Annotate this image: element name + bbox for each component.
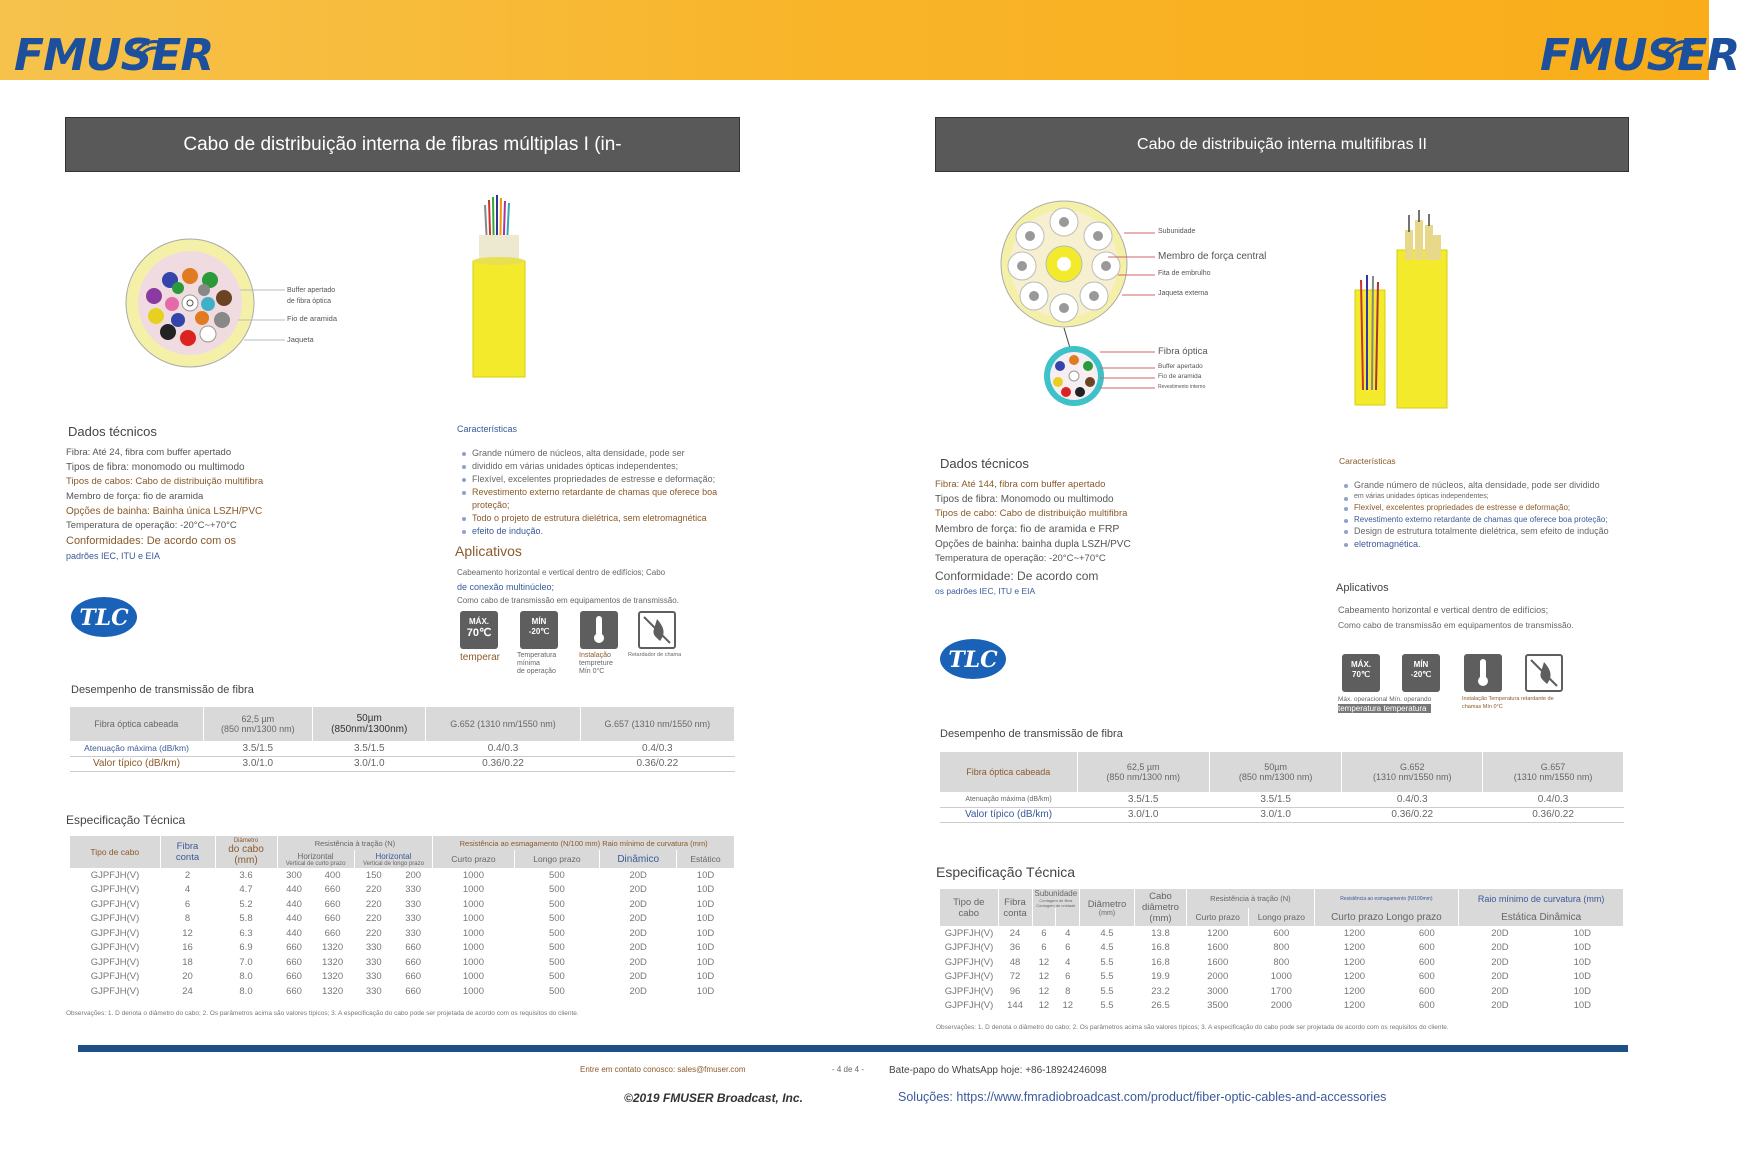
table-cell: 5.5 [1100, 985, 1114, 997]
table-cell: 1000 [462, 884, 484, 896]
max-temp-icon: MÁX. 70℃ [1342, 654, 1380, 692]
table-cell: 1600 [1207, 942, 1229, 954]
table-cell: 20D [1491, 1000, 1509, 1012]
table-cell: 3.6 [239, 869, 253, 881]
table-cell: GJPFJH(V) [944, 1000, 994, 1012]
label-wrap-tape: Fita de embrulho [1158, 270, 1211, 277]
table-cell: 600 [1418, 956, 1435, 968]
table-cell: 6 [1041, 942, 1047, 954]
table-cell: 10D [696, 956, 715, 968]
label-tight-buffer: Buffer apertado [287, 287, 336, 294]
label-optical-fiber: Fibra óptica [1158, 346, 1208, 357]
table-cell: 500 [548, 971, 565, 983]
table-cell: 96 [1009, 985, 1021, 997]
table-cell: 16.8 [1151, 942, 1170, 954]
table-cell: 26.5 [1151, 1000, 1170, 1012]
table-cell: 4.7 [239, 884, 253, 896]
left-spec-heading: Especificação Técnica [66, 813, 186, 827]
table-cell: 1320 [321, 942, 344, 954]
table-cell: 440 [286, 927, 302, 939]
table-cell: 1200 [1343, 956, 1366, 968]
left-perf-heading: Desempenho de transmissão de fibra [71, 684, 254, 696]
tlc-logo [939, 637, 1007, 681]
table-cell: 20D [1491, 956, 1509, 968]
icon-caption-install: Instalação Temperatura retardante de chamas Mín 0°C [1462, 696, 1554, 710]
right-features-list: Grande número de núcleos, alta densidade, pode ser dividido em várias unidades ópticas independentes; Flexível, excelentes propriedades de estresse e deformação; Revestimento externo retardante de chamas que oferece boa proteção; Design de estrutura totalmente dielétrica, sem efeito de indução eletromagnética. [1342, 479, 1632, 551]
table-cell: 10D [1573, 1000, 1591, 1012]
icon-caption-min: Temperatura mínima de operação [517, 652, 557, 675]
table-cell: 72 [1009, 971, 1021, 983]
table-cell: 10D [1573, 956, 1591, 968]
header-banner [0, 0, 1709, 80]
right-notes: Observações: 1. D denota o diâmetro do cabo; 2. Os parâmetros acima são valores típicos; 3. A especificação do cabo pode ser projetada de acordo com os requisitos do cliente. [936, 1024, 1449, 1031]
table-cell: 20D [629, 869, 647, 881]
icon-caption-flame: Retardador de chama [628, 652, 682, 658]
table-cell: 10D [1573, 927, 1591, 939]
table-row [940, 984, 1624, 999]
table-row [70, 970, 735, 985]
tlc-logo [70, 595, 138, 639]
label-subunit: Subunidade [1158, 228, 1196, 235]
left-page-title: Cabo de distribuição interna de fibras múltiplas I (in- [65, 117, 740, 172]
table-cell: 2000 [1207, 971, 1229, 983]
min-temp-icon: MÍN -20℃ [520, 611, 558, 649]
table-cell: 12 [1038, 956, 1050, 968]
table-cell: 600 [1418, 1000, 1435, 1012]
table-cell: 2000 [1270, 1000, 1292, 1012]
table-cell: 330 [405, 927, 422, 939]
table-cell: 5.8 [239, 913, 253, 925]
svg-text:TLC: TLC [948, 647, 998, 673]
table-cell: 4.5 [1100, 927, 1114, 939]
logo-arc-icon [130, 34, 170, 58]
table-cell: 4 [184, 884, 191, 896]
table-cell: 660 [405, 942, 422, 954]
table-row [940, 926, 1624, 941]
table-cell: GJPFJH(V) [90, 971, 140, 983]
table-cell: 19.9 [1151, 971, 1170, 983]
label-aramid: Fio de aramida [287, 314, 338, 323]
table-row [70, 883, 735, 898]
table-row [940, 955, 1624, 970]
table-cell: GJPFJH(V) [90, 869, 140, 881]
table-cell: 1200 [1207, 927, 1229, 939]
label-optical-fiber: de fibra óptica [287, 298, 331, 305]
table-cell: 2 [184, 869, 191, 881]
table-cell: 6.3 [239, 927, 253, 939]
table-cell: 20D [1491, 971, 1509, 983]
left-tech-data: Fibra: Até 24, fibra com buffer apertado Tipos de fibra: monomodo ou multimodo Tipos de cabos: Cabo de distribuição multifibra Membro de força: fio de aramida Opções de bainha: Bainha única LSZH/PVC Temperatura de operação: -20°C~+70°C Conformidades: De acordo com os padrões IEC, ITU e EIA [66, 447, 264, 561]
table-row [940, 941, 1624, 956]
icon-caption-max: temperar [460, 652, 501, 663]
footer-rule [78, 1045, 1628, 1052]
table-cell: 1700 [1270, 985, 1292, 997]
table-row [70, 941, 735, 956]
table-cell: GJPFJH(V) [90, 884, 140, 896]
thermometer-icon [1464, 654, 1502, 692]
table-cell: 660 [324, 898, 341, 910]
table-cell: 600 [1418, 985, 1435, 997]
table-cell: 1000 [462, 927, 484, 939]
table-cell: 600 [1273, 927, 1290, 939]
table-cell: 16 [182, 942, 193, 954]
table-cell: 4 [1065, 956, 1071, 968]
table-cell: GJPFJH(V) [944, 927, 994, 939]
table-cell: 6 [184, 898, 191, 910]
table-cell: 600 [1418, 927, 1435, 939]
table-cell: 20D [629, 884, 647, 896]
footer-page-number: - 4 de 4 - [832, 1065, 865, 1074]
left-features-list: Grande número de núcleos, alta densidade, pode ser dividido em várias unidades ópticas independentes; Flexível, excelentes propriedades de estresse e deformação; Revestimento externo retardante de chamas que oferece boa proteção; Todo o projeto de estrutura dielétrica, sem eletromagnética efeito de indução. [460, 447, 745, 538]
table-cell: 10D [696, 869, 715, 881]
table-cell: 1000 [462, 942, 484, 954]
label-tight-buffer: Buffer apertado [1158, 363, 1203, 370]
right-spec-table: Tipo de cabo Fibra conta Subunidade Contagem de fibra Contagem de unidade Diâmetro (mm) Cabo diâmetro (mm) Resistência à tração (N) Resistência ao esmagamento (N/100mm) Raio mínimo de curvatura (mm) Curto prazo Longo prazo Curto prazo Longo prazo Estática Dinâmica GJPFJH(V) 24 6 4 4.5 13.8 1200 600 1200 600 20D 10D GJPFJH(V) 36 6 6 4.5 16.8 1600 800 1200 600 20D 10D GJPFJH(V) 48 12 4 5.5 16.8 1600 800 1200 600 20D 10D GJPFJH(V) 72 12 6 5.5 19.9 2000 1000 1200 600 20D 10D GJPFJH(V) 96 12 8 5.5 23.2 3000 1700 1200 600 20D 10D GJPFJH(V) 144 12 12 5.5 26.5 3500 2000 1200 600 20D 10D [940, 889, 1624, 1013]
table-cell: 20D [629, 913, 647, 925]
left-cable-image [465, 195, 535, 380]
table-cell: 600 [1418, 942, 1435, 954]
flame-retardant-icon [1525, 654, 1563, 692]
table-cell: 12 [1038, 1000, 1050, 1012]
label-jacket: Jaqueta [287, 335, 314, 344]
table-cell: 10D [696, 898, 715, 910]
table-cell: 150 [365, 869, 382, 881]
right-tech-data: Fibra: Até 144, fibra com buffer apertado Tipos de fibra: Monomodo ou multimodo Tipos de cabo: Cabo de distribuição multifibra Membro de força: fio de aramida e FRP Opções de bainha: bainha dupla LSZH/PVC Temperatura de operação: -20°C~+70°C Conformidade: De acordo com os padrões IEC, ITU e EIA [935, 479, 1131, 596]
left-spec-table: Tipo de cabo Fibra conta Diâmetro do cabo (mm) Resistência à tração (N) Resistência ao esmagamento (N/100 mm) Raio mínimo de curvatura (mm) Horizontal Vertical de curto prazo Horizontal Vertical de longo prazo Curto prazo Longo prazo Dinâmico Estático GJPFJH(V) 2 3.6 300 400 150 200 1000 500 20D 10D GJPFJH(V) 4 4.7 440 660 220 330 1000 500 20D 10D GJPFJH(V) 6 5.2 440 660 220 330 1000 500 20D 10D GJPFJH(V) 8 5.8 440 660 220 330 1000 500 20D 10D GJPFJH(V) 12 6.3 440 660 220 330 1000 500 20D 10D GJPFJH(V) 16 6.9 660 1320 330 660 1000 500 20D 10D GJPFJH(V) 18 7.0 660 1320 330 660 1000 500 20D 10D GJPFJH(V) 20 8.0 660 1320 330 660 1000 500 20D 10D GJPFJH(V) 24 8.0 660 1320 330 660 1000 500 20D 10D [70, 836, 735, 999]
table-cell: GJPFJH(V) [944, 956, 994, 968]
table-cell: 1200 [1343, 1000, 1366, 1012]
table-cell: 10D [696, 985, 715, 997]
table-cell: 1000 [1270, 971, 1292, 983]
table-cell: 6.9 [239, 942, 253, 954]
table-cell: 800 [1273, 942, 1290, 954]
table-cell: 5.2 [239, 898, 253, 910]
table-cell: 4.5 [1100, 942, 1114, 954]
table-cell: 600 [1418, 971, 1435, 983]
table-cell: 330 [405, 913, 422, 925]
table-cell: GJPFJH(V) [90, 942, 140, 954]
table-cell: 10D [696, 971, 715, 983]
table-cell: GJPFJH(V) [944, 971, 994, 983]
right-apps-heading: Aplicativos [1336, 582, 1389, 594]
table-row [70, 912, 735, 927]
table-cell: 6 [1065, 942, 1071, 954]
table-cell: 660 [286, 942, 302, 954]
table-cell: 1000 [462, 971, 484, 983]
table-cell: 1000 [462, 898, 484, 910]
flame-retardant-icon [638, 611, 676, 649]
table-cell: 220 [365, 898, 382, 910]
table-cell: 16.8 [1151, 956, 1170, 968]
table-cell: 1000 [462, 869, 484, 881]
table-cell: 6 [1065, 971, 1071, 983]
thermometer-icon [580, 611, 618, 649]
table-cell: 500 [548, 985, 565, 997]
right-perf-heading: Desempenho de transmissão de fibra [940, 728, 1123, 740]
right-tech-heading: Dados técnicos [940, 456, 1029, 471]
table-cell: 300 [286, 869, 302, 881]
label-outer-jacket: Jaqueta externa [1158, 290, 1209, 297]
left-notes: Observações: 1. D denota o diâmetro do cabo; 2. Os parâmetros acima são valores típicos; 3. A especificação do cabo pode ser projetada de acordo com os requisitos do cliente. [66, 1010, 579, 1017]
table-cell: 24 [182, 985, 193, 997]
right-spec-heading: Especificação Técnica [936, 864, 1076, 880]
table-cell: 800 [1273, 956, 1290, 968]
table-cell: 660 [286, 971, 302, 983]
table-cell: GJPFJH(V) [90, 927, 140, 939]
table-cell: 660 [286, 956, 302, 968]
table-cell: 12 [182, 927, 193, 939]
table-cell: 10D [696, 942, 715, 954]
table-cell: 220 [365, 884, 382, 896]
svg-text:TLC: TLC [79, 605, 129, 631]
table-cell: 660 [324, 913, 341, 925]
table-cell: 400 [324, 869, 341, 881]
table-cell: 4 [1065, 927, 1071, 939]
table-cell: 3500 [1207, 1000, 1229, 1012]
table-cell: 8 [184, 913, 191, 925]
table-cell: 500 [548, 898, 565, 910]
table-cell: 1600 [1207, 956, 1229, 968]
table-cell: 144 [1007, 1000, 1023, 1012]
label-aramid: Fio de aramida [1158, 373, 1202, 380]
table-cell: 1200 [1343, 927, 1366, 939]
icon-caption-install: Instalação tempreture Mín 0°C [579, 652, 613, 675]
table-cell: 220 [365, 913, 382, 925]
table-cell: 8.0 [239, 971, 253, 983]
table-cell: 10D [696, 913, 715, 925]
table-cell: 5.5 [1100, 1000, 1114, 1012]
table-cell: GJPFJH(V) [90, 956, 140, 968]
right-features-heading: Características [1339, 456, 1396, 466]
left-features-heading: Características [457, 424, 518, 434]
footer-contact[interactable]: Entre em contato conosco: sales@fmuser.com [580, 1065, 746, 1074]
footer-whatsapp[interactable]: Bate-papo do WhatsApp hoje: +86-18924246098 [889, 1065, 1107, 1076]
right-cable-image [1345, 210, 1455, 410]
table-cell: 20D [1491, 985, 1509, 997]
table-cell: 24 [1009, 927, 1021, 939]
max-temp-icon: MÁX. 70℃ [460, 611, 498, 649]
table-cell: 5.5 [1100, 971, 1114, 983]
table-cell: 440 [286, 898, 302, 910]
table-row [70, 897, 735, 912]
table-cell: 500 [548, 927, 565, 939]
table-cell: 20D [1491, 942, 1509, 954]
table-cell: GJPFJH(V) [944, 985, 994, 997]
left-apps-list: Cabeamento horizontal e vertical dentro de edifícios; Cabo de conexão multinúcleo; Como cabo de transmissão em equipamentos de transmissão. [457, 568, 679, 605]
left-apps-heading: Aplicativos [455, 543, 522, 559]
table-cell: 1200 [1343, 971, 1366, 983]
table-cell: 1320 [321, 971, 344, 983]
table-cell: 330 [405, 898, 422, 910]
fmuser-logo-left: FMUSER [14, 30, 214, 81]
icon-caption-temps: Máx. operacional Mín. operando temperatura temperatura [1338, 696, 1432, 713]
left-perf-table: Fibra óptica cabeada 62,5 µm (850 nm/1300 nm) 50µm (850nm/1300nm) G.652 (1310 nm/1550 nm) G.657 (1310 nm/1550 nm) Atenuação máxima (dB/km) 3.5/1.5 3.5/1.5 0.4/0.3 0.4/0.3 Valor típico (dB/km) 3.0/1.0 3.0/1.0 0.36/0.22 0.36/0.22 [70, 707, 735, 772]
table-cell: 440 [286, 913, 302, 925]
table-cell: GJPFJH(V) [90, 898, 140, 910]
table-cell: 660 [405, 971, 422, 983]
table-cell: 10D [1573, 942, 1591, 954]
table-cell: 500 [548, 913, 565, 925]
table-cell: 330 [365, 942, 382, 954]
table-cell: GJPFJH(V) [90, 985, 140, 997]
table-cell: 500 [548, 942, 565, 954]
table-cell: GJPFJH(V) [944, 942, 994, 954]
table-cell: 20 [182, 971, 193, 983]
fmuser-logo-right: FMUSER [1540, 30, 1739, 81]
table-cell: 10D [1573, 985, 1591, 997]
table-cell: 330 [405, 884, 422, 896]
table-cell: 660 [405, 956, 422, 968]
table-cell: 330 [365, 985, 382, 997]
table-cell: 1000 [462, 985, 484, 997]
table-cell: 660 [286, 985, 302, 997]
table-cell: 6 [1041, 927, 1047, 939]
table-cell: 12 [1038, 971, 1050, 983]
table-cell: 20D [629, 956, 647, 968]
table-cell: 20D [629, 971, 647, 983]
left-cable-cross-section [120, 228, 380, 378]
table-row [70, 984, 735, 999]
table-cell: 500 [548, 869, 565, 881]
table-cell: 440 [286, 884, 302, 896]
table-cell: 500 [548, 956, 565, 968]
table-cell: 18 [182, 956, 193, 968]
table-cell: 48 [1009, 956, 1021, 968]
table-cell: 7.0 [239, 956, 253, 968]
table-cell: 1000 [462, 913, 484, 925]
table-row [940, 999, 1624, 1014]
table-cell: 5.5 [1100, 956, 1114, 968]
left-tech-heading: Dados técnicos [68, 424, 157, 439]
table-cell: 10D [696, 927, 715, 939]
table-cell: 12 [1062, 1000, 1074, 1012]
table-cell: 20D [629, 927, 647, 939]
table-cell: 10D [696, 884, 715, 896]
right-perf-table: Fibra óptica cabeada 62,5 µm (850 nm/1300 nm) 50µm (850 nm/1300 nm) G.652 (1310 nm/1550 nm) G.657 (1310 nm/1550 nm) Atenuação máxima (dB/km) 3.5/1.5 3.5/1.5 0.4/0.3 0.4/0.3 Valor típico (dB/km) 3.0/1.0 3.0/1.0 0.36/0.22 0.36/0.22 [940, 752, 1624, 823]
table-cell: 8.0 [239, 985, 253, 997]
table-cell: 13.8 [1151, 927, 1170, 939]
table-cell: 8 [1065, 985, 1071, 997]
table-cell: 3000 [1207, 985, 1229, 997]
table-cell: 1320 [321, 956, 344, 968]
table-cell: GJPFJH(V) [90, 913, 140, 925]
table-cell: 1200 [1343, 985, 1366, 997]
table-cell: 220 [365, 927, 382, 939]
footer-copyright: ©2019 FMUSER Broadcast, Inc. [624, 1091, 803, 1105]
table-cell: 12 [1038, 985, 1050, 997]
table-row [70, 868, 735, 883]
logo-arc-icon [1660, 34, 1700, 58]
table-cell: 20D [629, 898, 647, 910]
table-row [940, 970, 1624, 985]
label-inner-jacket: Revestimento interno [1158, 384, 1206, 390]
table-cell: 200 [405, 869, 422, 881]
table-row [70, 926, 735, 941]
table-cell: 1320 [321, 985, 344, 997]
table-cell: 36 [1009, 942, 1021, 954]
table-cell: 20D [629, 942, 647, 954]
table-cell: 500 [548, 884, 565, 896]
label-central-strength: Membro de força central [1158, 251, 1267, 262]
table-row [70, 955, 735, 970]
table-cell: 23.2 [1151, 985, 1170, 997]
right-page-title: Cabo de distribuição interna multifibras II [935, 117, 1629, 172]
table-cell: 660 [324, 927, 341, 939]
right-apps-list: Cabeamento horizontal e vertical dentro de edifícios; Como cabo de transmissão em equipamentos de transmissão. [1338, 605, 1574, 630]
min-temp-icon: MÍN -20℃ [1402, 654, 1440, 692]
table-cell: 1200 [1343, 942, 1366, 954]
table-cell: 1000 [462, 956, 484, 968]
table-cell: 660 [405, 985, 422, 997]
table-cell: 20D [629, 985, 647, 997]
table-cell: 330 [365, 971, 382, 983]
table-cell: 20D [1491, 927, 1509, 939]
footer-solutions-link[interactable]: Soluções: https://www.fmradiobroadcast.com/product/fiber-optic-cables-and-accessories [898, 1090, 1387, 1104]
table-cell: 330 [365, 956, 382, 968]
table-cell: 660 [324, 884, 341, 896]
table-cell: 10D [1573, 971, 1591, 983]
